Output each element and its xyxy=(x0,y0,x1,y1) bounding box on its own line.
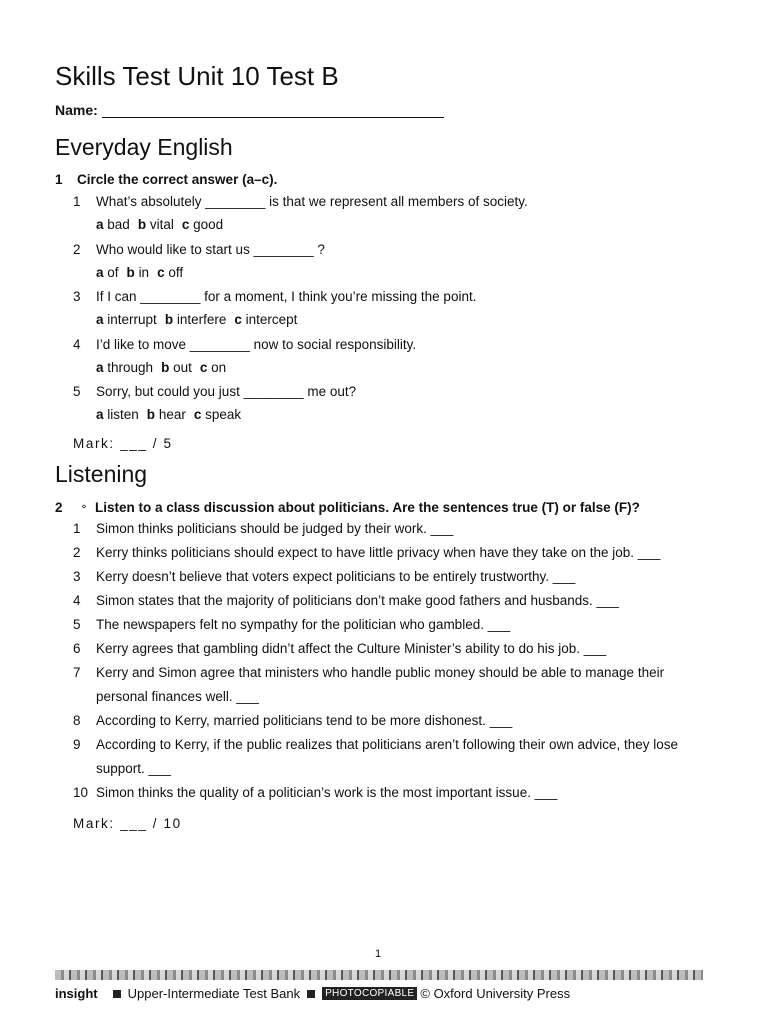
statement-item xyxy=(73,541,713,565)
statement-number: 5 xyxy=(73,617,81,632)
statement-item xyxy=(73,661,713,709)
question-text: I’d like to move ________ now to social responsibility. xyxy=(96,336,417,352)
statement-number: 10 xyxy=(73,785,89,800)
mark-section-2: Mark: ___ / 10 xyxy=(73,816,182,831)
question-item xyxy=(73,190,713,214)
option-word: bad xyxy=(107,217,130,232)
answer-option[interactable] xyxy=(96,265,119,280)
option-word: vital xyxy=(149,217,174,232)
footer-book: Upper-Intermediate Test Bank xyxy=(127,986,301,1001)
option-letter: c xyxy=(157,264,165,280)
answer-option[interactable] xyxy=(138,217,174,232)
page-title: Skills Test Unit 10 Test B xyxy=(55,61,339,91)
option-word: on xyxy=(211,359,227,375)
answer-options xyxy=(96,356,234,380)
statement-item xyxy=(73,613,713,637)
statement-item xyxy=(73,517,713,541)
answer-options xyxy=(96,403,249,427)
footer-publisher: © Oxford University Press xyxy=(420,986,571,1001)
option-letter: a xyxy=(96,217,104,232)
statement-number: 1 xyxy=(73,521,81,536)
answer-option[interactable] xyxy=(127,265,150,280)
statement-item xyxy=(73,781,713,805)
option-word: through xyxy=(107,359,154,375)
task-number: 1 xyxy=(55,172,63,187)
statement-text: Kerry and Simon agree that ministers who handle public money should be able to manage their personal finances well. ___ xyxy=(96,665,665,704)
answer-option[interactable] xyxy=(165,312,227,327)
option-word: intercept xyxy=(245,312,298,327)
answer-option[interactable] xyxy=(96,312,157,327)
name-line[interactable] xyxy=(102,103,444,118)
task-1-instruction xyxy=(55,172,277,187)
answer-options xyxy=(96,261,191,285)
question-text: What’s absolutely ________ is that we represent all members of society. xyxy=(96,194,528,209)
option-letter: b xyxy=(137,217,147,232)
question-number: 4 xyxy=(73,336,81,352)
statement-item xyxy=(73,709,713,733)
statement-item xyxy=(73,589,713,613)
footer-brand: insight xyxy=(55,986,98,1001)
statement-text: Simon states that the majority of politicians don’t make good fathers and husbands. ___ xyxy=(96,593,620,608)
question-text: Sorry, but could you just ________ me out? xyxy=(96,384,357,399)
mark-section-1: Mark: ___ / 5 xyxy=(73,436,173,451)
option-word: hear xyxy=(158,407,186,422)
option-letter: b xyxy=(161,359,170,375)
option-word: out xyxy=(173,359,192,375)
statement-number: 7 xyxy=(73,665,81,680)
statement-number: 2 xyxy=(73,545,81,560)
option-letter: b xyxy=(146,407,156,422)
statement-text: Simon thinks the quality of a politician’s work is the most important issue. ___ xyxy=(96,785,558,800)
answer-option[interactable] xyxy=(147,407,186,422)
audio-icon: ⚬ xyxy=(79,502,89,513)
footer xyxy=(55,986,570,1001)
answer-options xyxy=(96,213,231,237)
question-number: 3 xyxy=(73,289,81,304)
answer-option[interactable] xyxy=(157,265,183,280)
statement-text: Kerry agrees that gambling didn’t affect the Culture Minister’s ability to do his job. ___ xyxy=(96,641,607,656)
option-letter: c xyxy=(234,312,242,327)
option-word: interrupt xyxy=(107,312,157,327)
option-word: of xyxy=(107,264,119,280)
question-item xyxy=(73,380,713,404)
statement-number: 9 xyxy=(73,737,81,752)
option-letter: c xyxy=(181,217,190,232)
section-heading-listening: Listening xyxy=(55,461,148,487)
task-2-instruction xyxy=(55,500,640,515)
statement-text: The newspapers felt no sympathy for the politician who gambled. ___ xyxy=(96,617,511,632)
square-bullet-icon xyxy=(113,990,121,998)
option-letter: a xyxy=(96,359,104,375)
question-text: Who would like to start us ________ ? xyxy=(96,241,325,257)
statement-text: Kerry doesn’t believe that voters expect politicians to be entirely trustworthy. ___ xyxy=(96,569,576,584)
question-text: If I can ________ for a moment, I think you’re missing the point. xyxy=(96,289,477,304)
name-field-row xyxy=(55,102,444,118)
answer-option[interactable] xyxy=(234,312,297,327)
option-word: off xyxy=(168,264,184,280)
option-word: speak xyxy=(205,407,242,422)
statement-item xyxy=(73,733,713,781)
option-letter: a xyxy=(96,407,104,422)
page-number: 1 xyxy=(375,948,382,960)
statement-item xyxy=(73,565,713,589)
statement-text: According to Kerry, if the public realizes that politicians aren’t following their own advice, they lose support. ___ xyxy=(96,737,679,776)
option-letter: a xyxy=(96,264,104,280)
square-bullet-icon xyxy=(307,990,315,998)
name-label: Name: xyxy=(55,102,98,118)
footer-image-band xyxy=(55,970,703,980)
statement-number: 4 xyxy=(73,593,81,608)
instruction-text: Circle the correct answer (a–c). xyxy=(77,172,278,187)
section-heading-everyday-english: Everyday English xyxy=(55,134,233,160)
answer-options xyxy=(96,308,305,332)
question-item xyxy=(73,285,713,309)
statement-number: 6 xyxy=(73,641,81,656)
answer-option[interactable] xyxy=(161,360,192,375)
question-number: 2 xyxy=(73,241,81,257)
option-letter: c xyxy=(193,407,202,422)
answer-option[interactable] xyxy=(200,360,226,375)
question-item xyxy=(73,333,713,357)
question-item xyxy=(73,238,713,262)
statement-text: According to Kerry, married politicians tend to be more dishonest. ___ xyxy=(96,713,513,728)
statement-number: 8 xyxy=(73,713,81,728)
statement-item xyxy=(73,637,713,661)
option-letter: b xyxy=(126,264,135,280)
option-letter: a xyxy=(96,312,104,327)
photocopiable-badge: PHOTOCOPIABLE xyxy=(322,987,417,1000)
answer-option[interactable] xyxy=(194,407,241,422)
answer-option[interactable] xyxy=(96,360,153,375)
option-letter: b xyxy=(164,312,174,327)
task-number: 2 xyxy=(55,500,63,515)
instruction-text: Listen to a class discussion about politicians. Are the sentences true (T) or false (F)? xyxy=(95,500,640,515)
option-word: interfere xyxy=(176,312,227,327)
option-word: listen xyxy=(107,407,139,422)
question-number: 5 xyxy=(73,384,81,399)
statement-number: 3 xyxy=(73,569,81,584)
statement-text: Kerry thinks politicians should expect to have little privacy when have they take on the job. ___ xyxy=(96,545,661,560)
answer-option[interactable] xyxy=(96,217,130,232)
option-letter: c xyxy=(199,359,208,375)
answer-option[interactable] xyxy=(182,217,223,232)
statement-text: Simon thinks politicians should be judged by their work. ___ xyxy=(96,521,454,536)
option-word: good xyxy=(193,217,224,232)
option-word: in xyxy=(138,264,150,280)
question-number: 1 xyxy=(73,194,81,209)
answer-option[interactable] xyxy=(96,407,139,422)
